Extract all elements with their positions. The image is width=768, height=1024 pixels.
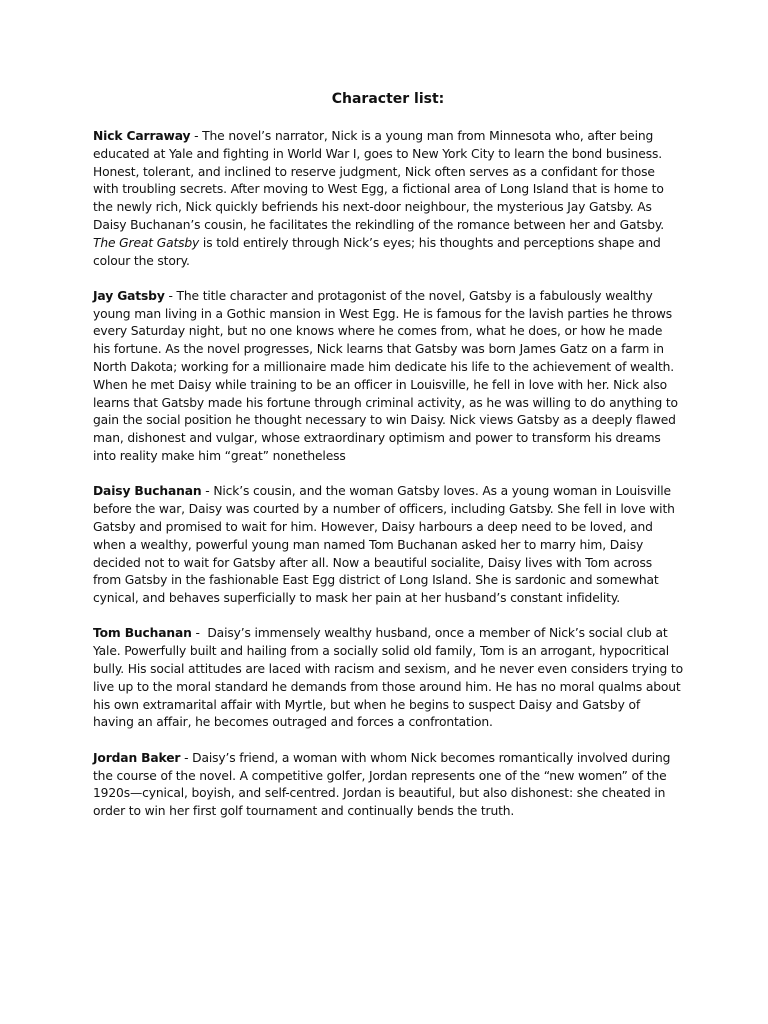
character-entry-nick-carraway	[93, 128, 683, 270]
character-description: The novel’s narrator, Nick is a young man from Minnesota who, after being educated at Yale and fighting in World War I, goes to New York City to learn the bond business. Honest, tolerant, and inclined to reserve judgment, Nick often serves as a confidant for those with troubling secrets. After moving to West Egg, a fictional area of Long Island that is home to the newly rich, Nick quickly befriends his next-door neighbour, the mysterious Jay Gatsby. As Daisy Buchanan’s cousin, he facilitates the rekindling of the romance between her and Gatsby.	[93, 129, 665, 232]
separator: -	[180, 750, 193, 765]
book-title: The Great Gatsby	[93, 235, 200, 250]
page-title: Character list:	[331, 91, 445, 107]
character-description: The title character and protagonist of the novel, Gatsby is a fabulously wealthy young man living in a Gothic mansion in West Egg. He is famous for the lavish parties he throws every Saturday night, but no one knows where he comes from, what he does, or how he made his fortune. As the novel progresses, Nick learns that Gatsby was born James Gatz on a farm in North Dakota; working for a millionaire made him dedicate his life to the achievement of wealth. When he met Daisy while training to be an officer in Louisville, he fell in love with her. Nick also learns that Gatsby made his fortune through criminal activity, as he was willing to do anything to gain the social position he thought necessary to win Daisy. Nick views Gatsby as a deeply flawed man, dishonest and vulgar, whose extraordinary optimism and power to transform his dreams into reality make him “great” nonetheless	[93, 288, 678, 464]
character-description: Nick’s cousin, and the woman Gatsby loves. As a young woman in Louisville before the war, Daisy was courted by a number of officers, including Gatsby. She fell in love with Gatsby and promised to wait for him. However, Daisy harbours a deep need to be loved, and when a wealthy, powerful young man named Tom Buchanan asked her to marry him, Daisy decided not to wait for Gatsby after all. Now a beautiful socialite, Daisy lives with Tom across from Gatsby in the fashionable East Egg district of Long Island. She is sardonic and somewhat cynical, and behaves superficially to mask her pain at her husband’s constant infidelity.	[93, 484, 675, 606]
character-name: Jordan Baker	[93, 750, 181, 765]
document-page	[93, 90, 683, 838]
character-entry-jay-gatsby	[93, 288, 683, 466]
character-description-continued: is told entirely through Nick’s eyes; his thoughts and perceptions shape and colour the story.	[93, 235, 661, 268]
character-entry-daisy-buchanan	[93, 483, 683, 608]
character-entry-tom-buchanan	[93, 625, 683, 732]
separator: -	[191, 626, 208, 641]
separator: -	[201, 484, 214, 499]
character-name: Daisy Buchanan	[93, 484, 202, 499]
separator: -	[190, 129, 203, 143]
character-name: Jay Gatsby	[93, 288, 165, 303]
character-name: Tom Buchanan	[93, 626, 192, 641]
character-entry-jordan-baker	[93, 750, 683, 821]
character-name: Nick Carraway	[93, 129, 191, 143]
character-description: Daisy’s friend, a woman with whom Nick becomes romantically involved during the course of the novel. A competitive golfer, Jordan represents one of the “new women” of the 1920s—cynical, boyish, and self-centred. Jordan is beautiful, but also dishonest: she cheated in order to win her first golf tournament and continually bends the truth.	[93, 750, 671, 819]
character-description: Daisy’s immensely wealthy husband, once a member of Nick’s social club at Yale. Powerfully built and hailing from a socially solid old family, Tom is an arrogant, hypocritical bully. His social attitudes are laced with racism and sexism, and he never even considers trying to live up to the moral standard he demands from those around him. He has no moral qualms about his own extramarital affair with Myrtle, but when he begins to suspect Daisy and Gatsby of having an affair, he becomes outraged and forces a confrontation.	[93, 626, 683, 730]
separator: -	[164, 288, 177, 303]
